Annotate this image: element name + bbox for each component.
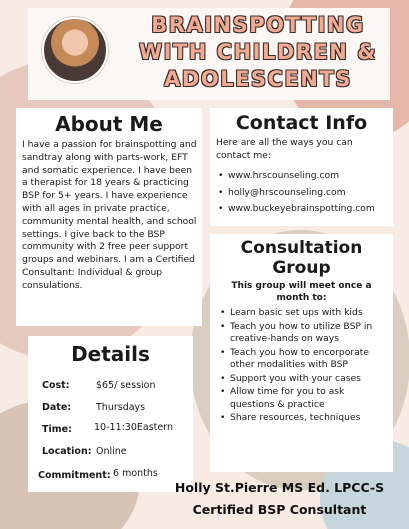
details-label: Time:	[42, 424, 72, 435]
header-banner	[28, 8, 390, 100]
list-item: • Support you with your cases	[218, 373, 389, 386]
details-label: Date:	[42, 402, 72, 413]
consultation-heading	[210, 234, 393, 278]
contact-intro: Here are all the ways you can contact me:	[216, 137, 353, 161]
details-value: Online	[96, 446, 127, 457]
contact-list	[216, 170, 389, 216]
consultation-list	[218, 307, 389, 425]
details-value: $65/ session	[96, 380, 156, 391]
list-item: • Teach you how to utilize BSP in creative-hands on ways	[218, 321, 389, 346]
details-value: 10-11:30Eastern	[94, 422, 173, 433]
avatar	[42, 17, 108, 83]
title-line-3: ADOLESCENTS	[164, 67, 352, 91]
details-label: Cost:	[42, 380, 70, 391]
page-title	[124, 12, 392, 93]
list-item: • Teach you how to encorporate other modalities with BSP	[218, 347, 389, 372]
contact-info-panel	[210, 108, 393, 226]
details-value: Thursdays	[96, 402, 146, 413]
consultation-heading-line-2: Group	[272, 258, 331, 278]
list-item: • Share resources, techniques	[218, 412, 389, 425]
list-item: • Learn basic set ups with kids	[218, 307, 389, 320]
contact-email-link[interactable]: • holly@hrscounseling.com	[216, 187, 389, 200]
about-heading: About Me	[55, 112, 163, 136]
about-text: I have a passion for brainspotting and sandtray along with parts-work, EFT and somatic experience. I have been a therapist for 18 years & practicing BSP for 5+ years. I have experience with all ages in private practice, community mental health, and school settings. I give back to the BSP community with 2 free peer support groups and webinars. I am a Certified Consultant: Individual & group consulations.	[22, 139, 197, 291]
signature-name: Holly St.Pierre MS Ed. LPCC-S	[174, 480, 385, 495]
title-line-1: BRAINSPOTTING	[151, 13, 365, 37]
contact-website-link-2[interactable]: • www.buckeyebrainspotting.com	[216, 203, 389, 216]
consultation-group-panel	[210, 234, 393, 472]
details-value: 6 months	[113, 468, 158, 479]
list-item: • Allow time for you to ask questions & practice	[218, 386, 389, 411]
details-label: Location:	[42, 446, 92, 457]
details-panel	[28, 336, 193, 492]
contact-heading: Contact Info	[235, 112, 368, 134]
details-heading: Details	[71, 342, 150, 366]
contact-website-link[interactable]: • www.hrscounseling.com	[216, 170, 389, 183]
consultation-heading-line-1: Consultation	[240, 238, 363, 258]
consultation-subtitle: This group will meet once a month to:	[231, 281, 372, 303]
details-label: Commitment:	[38, 470, 111, 481]
about-me-panel	[16, 108, 202, 326]
signature-credential: Certified BSP Consultant	[192, 502, 367, 517]
title-line-2: WITH CHILDREN &	[138, 40, 378, 64]
